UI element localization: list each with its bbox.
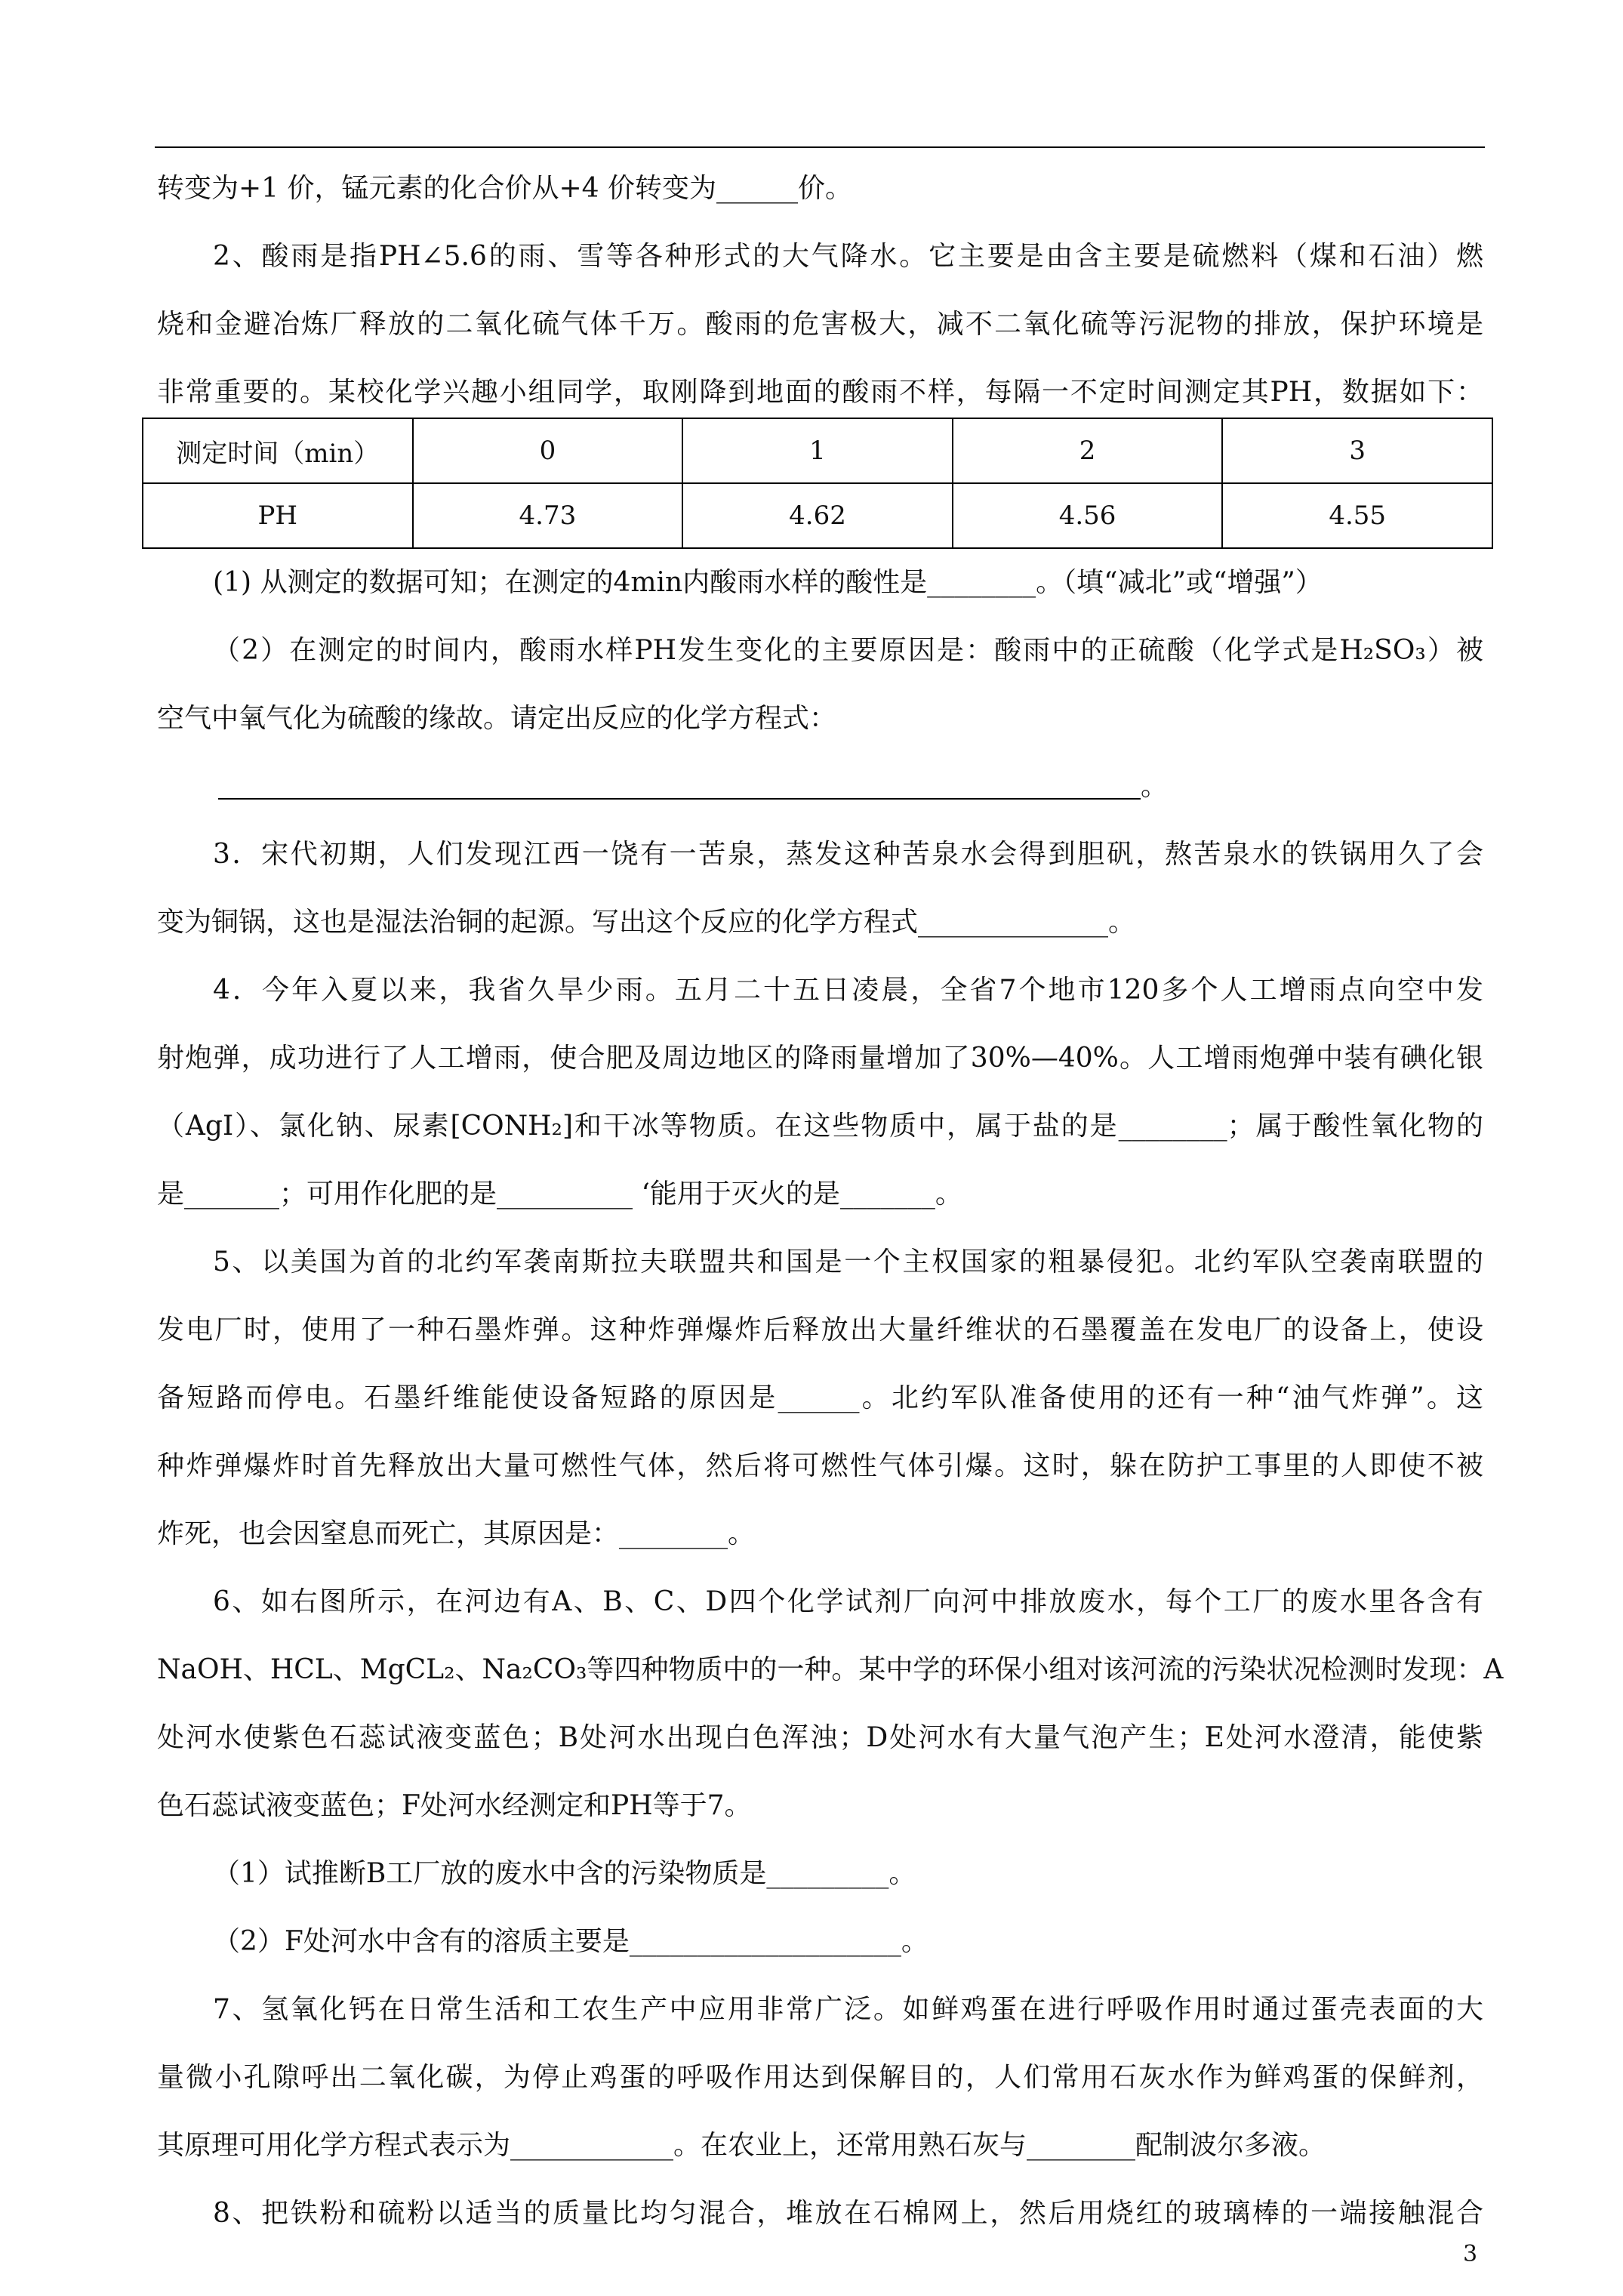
q2-line: 烧和金避冶炼厂释放的二氧化硫气体千万。酸雨的危害极大，减不二氧化硫等污泥物的排放，保护环境是 — [157, 309, 1483, 340]
table-cell: 3 — [1222, 418, 1492, 483]
q2-sub1-line: (1) 从测定的数据可知；在测定的4min内酸雨水样的酸性是________。（填“减北”或“增强”） — [213, 567, 1323, 598]
table-cell: PH — [143, 483, 413, 548]
q6-line: NaOH、HCL、MgCL₂、Na₂CO₃等四种物质中的一种。某中学的环保小组对该河流的污染状况检测时发现：A — [157, 1654, 1504, 1685]
q6-sub2-line: （2）F处河水中含有的溶质主要是____________________。 — [213, 1926, 929, 1957]
q6-sub1-line: （1）试推断B工厂放的废水中含的污染物质是_________。 — [213, 1858, 916, 1889]
q5-line: 发电厂时，使用了一种石墨炸弹。这种炸弹爆炸后释放出大量纤维状的石墨覆盖在发电厂的设备上，使设 — [157, 1314, 1483, 1345]
header-rule — [155, 146, 1485, 148]
table-cell: 4.73 — [413, 483, 683, 548]
table-cell: 4.55 — [1222, 483, 1492, 548]
page-number: 3 — [1463, 2241, 1478, 2267]
table-cell: 4.62 — [682, 483, 953, 548]
table-cell: 测定时间（min） — [143, 418, 413, 483]
q4-line: 射炮弹，成功进行了人工增雨，使合肥及周边地区的降雨量增加了30%—40%。人工增雨炮弹中装有碘化银 — [157, 1043, 1483, 1074]
q4-line: 4．今年入夏以来，我省久旱少雨。五月二十五日凌晨，全省7个地市120多个人工增雨点向空中发 — [213, 975, 1483, 1006]
q5-line: 炸死，也会因窒息而死亡，其原因是：________。 — [157, 1518, 756, 1549]
q6-line: 色石蕊试液变蓝色；F处河水经测定和PH等于7。 — [157, 1790, 752, 1821]
q2-sub2-line: 空气中氧气化为硫酸的缘故。请定出反应的化学方程式： — [157, 703, 837, 734]
q2-line: 非常重要的。某校化学兴趣小组同学，取刚降到地面的酸雨不样，每隔一不定时间测定其PH，数据如下： — [157, 377, 1483, 408]
q2-line: 2、酸雨是指PH∠5.6的雨、雪等各种形式的大气降水。它主要是由含主要是硫燃料（煤和石油）燃 — [213, 241, 1483, 272]
answer-line-row — [157, 753, 1483, 821]
table-row — [143, 483, 1492, 548]
q5-line: 种炸弹爆炸时首先释放出大量可燃性气体，然后将可燃性气体引爆。这时，躲在防护工事里的人即使不被 — [157, 1450, 1483, 1481]
table-cell: 1 — [682, 418, 953, 483]
q6-line: 6、如右图所示，在河边有A、B、C、D四个化学试剂厂向河中排放废水，每个工厂的废水里各含有 — [213, 1586, 1483, 1617]
document-body — [157, 155, 1504, 2248]
q4-line: （AgI）、氯化钠、尿素[CONH₂]和干冰等物质。在这些物质中，属于盐的是________；属于酸性氧化物的 — [157, 1111, 1483, 1142]
q2-sub2-line: （2）在测定的时间内，酸雨水样PH发生变化的主要原因是：酸雨中的正硫酸（化学式是H₂SO₃）被 — [213, 635, 1483, 666]
table-cell: 4.56 — [953, 483, 1223, 548]
ph-measurement-table — [142, 418, 1493, 549]
q5-line: 5、以美国为首的北约军袭南斯拉夫联盟共和国是一个主权国家的粗暴侵犯。北约军队空袭南联盟的 — [213, 1247, 1483, 1277]
q3-line: 变为铜锅，这也是湿法治铜的起源。写出这个反应的化学方程式______________。 — [157, 907, 1136, 938]
q7-line: 其原理可用化学方程式表示为____________。在农业上，还常用熟石灰与________配制波尔多液。 — [157, 2130, 1326, 2161]
q7-line: 7、氢氧化钙在日常生活和工农生产中应用非常广泛。如鲜鸡蛋在进行呼吸作用时通过蛋壳表面的大 — [213, 1994, 1483, 2025]
table-cell: 0 — [413, 418, 683, 483]
answer-line-period: 。 — [1141, 771, 1169, 802]
q5-line: 备短路而停电。石墨纤维能使设备短路的原因是______。北约军队准备使用的还有一种“油气炸弹”。这 — [157, 1382, 1483, 1413]
q6-line: 处河水使紫色石蕊试液变蓝色；B处河水出现白色浑浊；D处河水有大量气泡产生；E处河水澄清，能使紫 — [157, 1722, 1483, 1753]
q3-line: 3．宋代初期，人们发现江西一饶有一苦泉，蒸发这种苦泉水会得到胆矾，熬苦泉水的铁锅用久了会 — [213, 839, 1483, 870]
q8-line: 8、把铁粉和硫粉以适当的质量比均匀混合，堆放在石棉网上，然后用烧红的玻璃棒的一端接触混合 — [213, 2198, 1483, 2229]
q4-line: 是_______；可用作化肥的是__________ ‘能用于灭火的是_______。 — [157, 1179, 962, 1210]
table-header-row — [143, 418, 1492, 483]
q1-tail-line: 转变为+1 价，锰元素的化合价从+4 价转变为______价。 — [157, 173, 853, 204]
q7-line: 量微小孔隙呼出二氧化碳，为停止鸡蛋的呼吸作用达到保解目的，人们常用石灰水作为鲜鸡蛋的保鲜剂， — [157, 2062, 1483, 2093]
answer-blank-line — [218, 775, 1141, 800]
table-cell: 2 — [953, 418, 1223, 483]
